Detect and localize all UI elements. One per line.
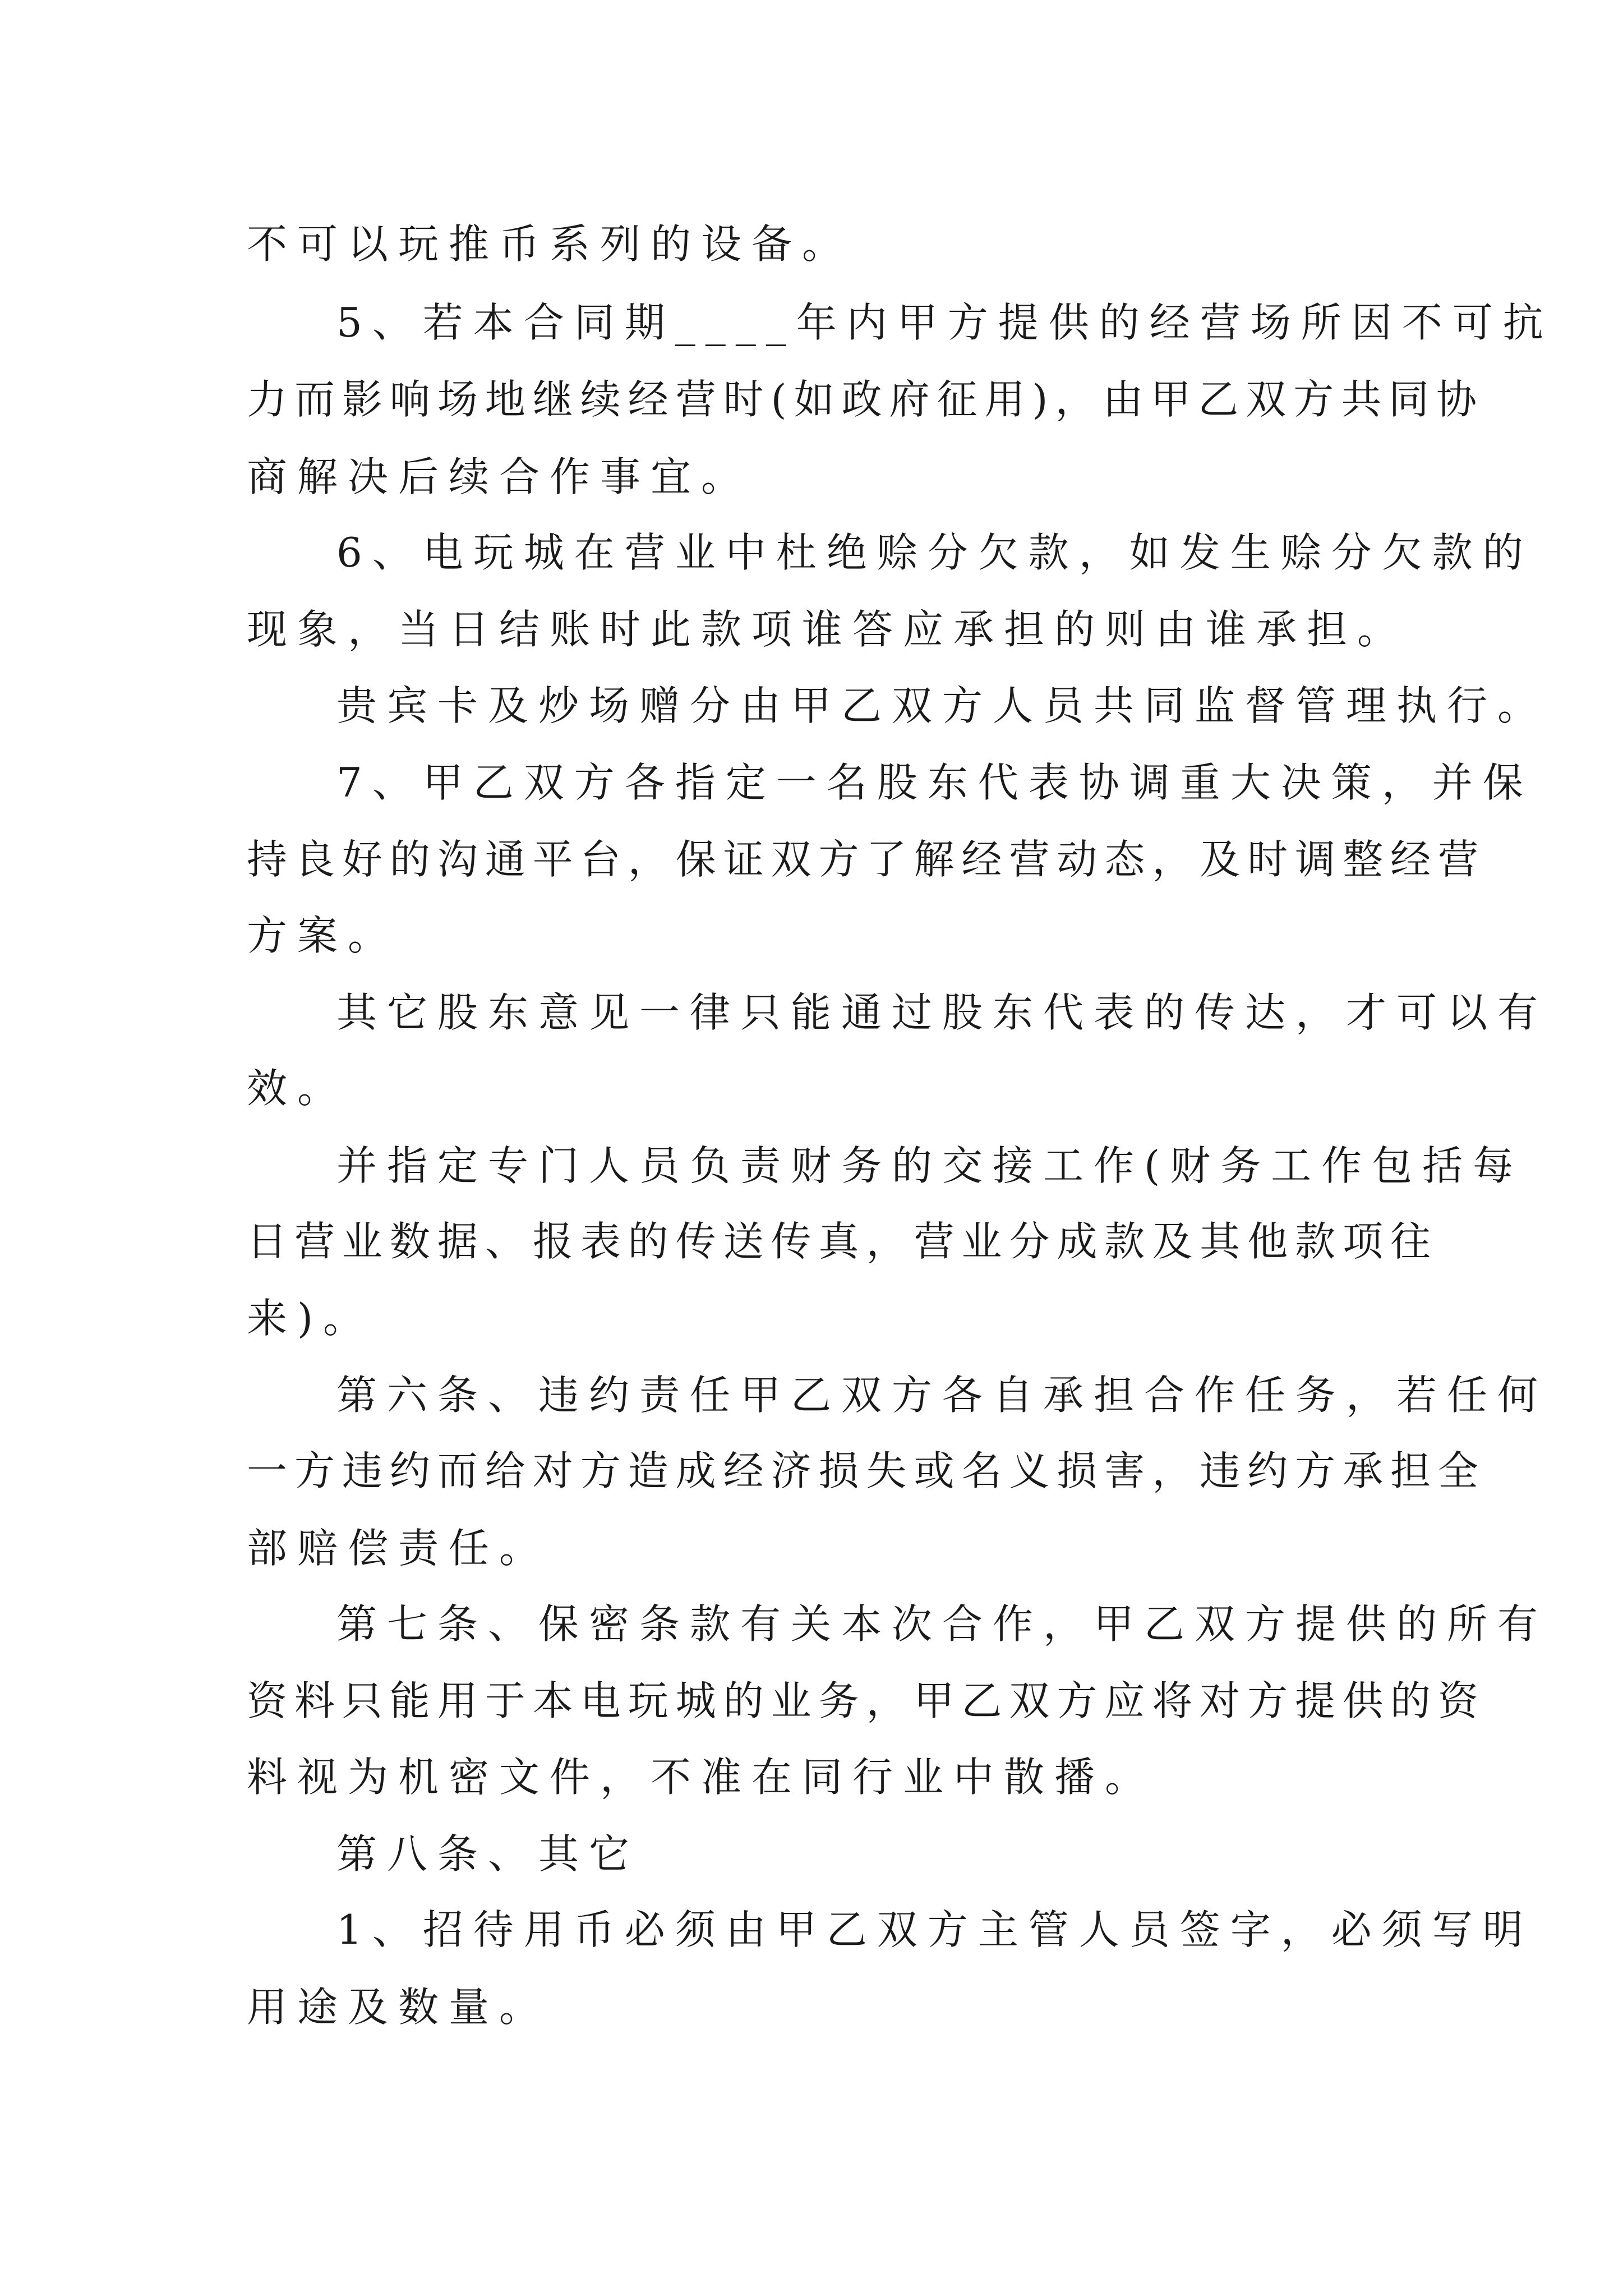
text-line: 不可以玩推币系列的设备。 — [247, 220, 853, 268]
text-line: 其它股东意见一律只能通过股东代表的传达，才可以有 — [336, 989, 1548, 1036]
text-line: 1、招待用币必须由甲乙双方主管人员签字，必须写明 — [336, 1906, 1533, 1953]
text-line: 日营业数据、报表的传送传真，营业分成款及其他款项往 — [247, 1218, 1438, 1265]
text-line: 料视为机密文件，不准在同行业中散播。 — [247, 1754, 1156, 1801]
text-line: 第七条、保密条款有关本次合作，甲乙双方提供的所有 — [336, 1600, 1548, 1648]
text-line: 效。 — [247, 1065, 348, 1112]
text-line: 用途及数量。 — [247, 1984, 550, 2031]
text-line: 并指定专门人员负责财务的交接工作(财务工作包括每 — [336, 1142, 1524, 1189]
text-line: 5、若本合同期____年内甲方提供的经营场所因不可抗 — [336, 299, 1553, 346]
text-line: 第八条、其它 — [336, 1830, 640, 1878]
text-line: 一方违约而给对方造成经济损失或名义损害，违约方承担全 — [247, 1447, 1486, 1494]
text-line: 持良好的沟通平台，保证双方了解经营动态，及时调整经营 — [247, 836, 1486, 883]
text-line: 7、甲乙双方各指定一名股东代表协调重大决策，并保 — [336, 759, 1533, 806]
text-line: 部赔偿责任。 — [247, 1525, 550, 1572]
text-line: 商解决后续合作事宜。 — [247, 453, 752, 500]
text-line: 6、电玩城在营业中杜绝赊分欠款，如发生赊分欠款的 — [336, 529, 1533, 576]
text-line: 第六条、违约责任甲乙双方各自承担合作任务，若任何 — [336, 1372, 1548, 1419]
text-line: 现象，当日结账时此款项谁答应承担的则由谁承担。 — [247, 606, 1408, 653]
text-line: 资料只能用于本电玩城的业务，甲乙双方应将对方提供的资 — [247, 1677, 1486, 1724]
text-line: 贵宾卡及炒场赠分由甲乙双方人员共同监督管理执行。 — [336, 682, 1548, 729]
text-line: 来)。 — [247, 1295, 374, 1342]
text-line: 方案。 — [247, 912, 399, 959]
text-line: 力而影响场地继续经营时(如政府征用)，由甲乙双方共同协 — [247, 376, 1484, 423]
